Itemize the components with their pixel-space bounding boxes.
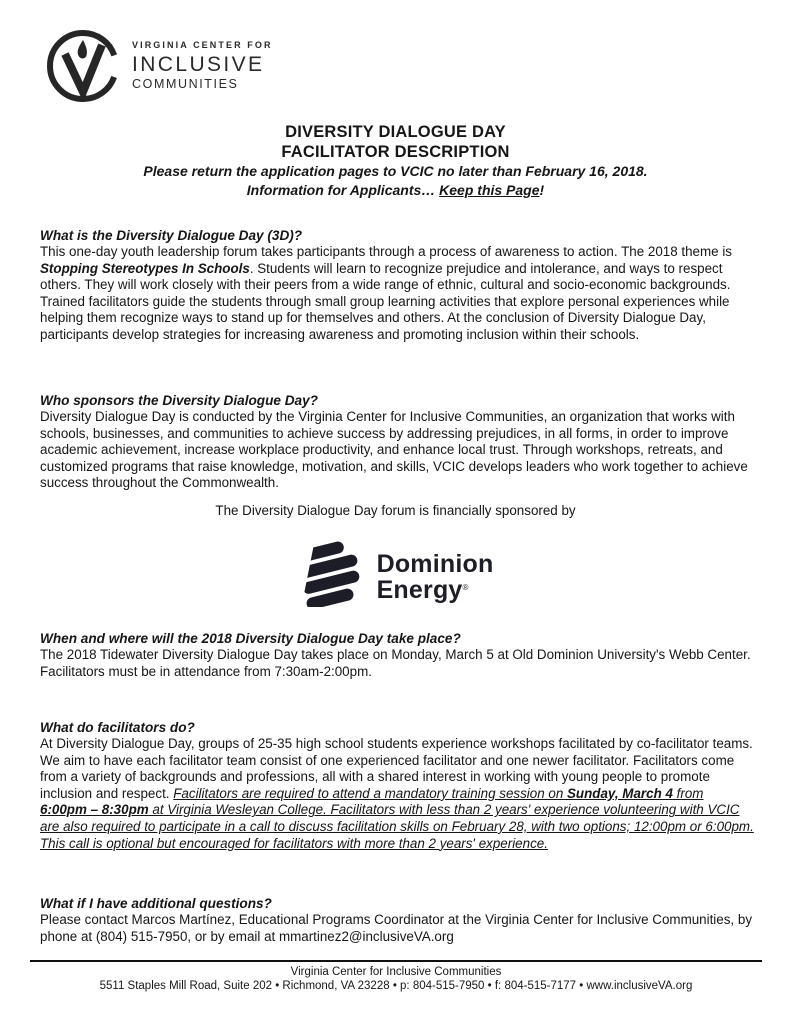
section-who-sponsors <box>40 392 754 492</box>
dominion-word: Dominion <box>376 549 494 578</box>
dominion-energy-wordmark <box>376 549 494 604</box>
vcic-logo-text <box>132 41 273 91</box>
vcic-flame-v-icon <box>45 28 121 104</box>
section-heading: Who sponsors the Diversity Dialogue Day? <box>40 393 318 408</box>
section-body: This one-day youth leadership forum takes participants through a process of awareness to action. The 2018 theme is Stopping Stereotypes In Schools. Students will learn to recognize prejudice and intolerance, and ways to respect others. They will work closely with their peers from a wide range of ethnic, cultural and socio-economic backgrounds. Trained facilitators guide the students through small group learning activities that explore personal experiences while helping them recognize ways to stand up for themselves and others. At the conclusion of Diversity Dialogue Day, participants develop strategies for increasing awareness and promoting inclusion within their schools. <box>40 244 732 342</box>
section-heading: What is the Diversity Dialogue Day (3D)? <box>40 228 303 243</box>
applicant-info-suffix: ! <box>539 182 545 198</box>
section-body: At Diversity Dialogue Day, groups of 25-35 high school students experience workshops facilitated by co-facilitator teams. We aim to have each facilitator team consist of one experienced facilitator and one newer facilitator. Facilitators come from a variety of backgrounds and professions, all with a shared interest in working with young people to promote inclusion and respect. Facilitators are required to attend a mandatory training session on Sunday, March 4 from 6:00pm – 8:30pm at Virginia Wesleyan College. Facilitators with less than 2 years' experience volunteering with VCIC are also required to participate in a call to discuss facilitation skills on February 28, with two options; 12:00pm or 6:00pm. This call is optional but encouraged for facilitators with more than 2 years' experience. <box>40 736 754 851</box>
section-heading: What if I have additional questions? <box>40 896 272 911</box>
document-title-line1: DIVERSITY DIALOGUE DAY <box>285 123 506 141</box>
dominion-d-stripes-icon <box>298 541 364 612</box>
keep-this-page-underlined: Keep this Page <box>439 182 540 198</box>
sponsor-logo-row <box>0 537 791 616</box>
footer-org-name: Virginia Center for Inclusive Communities <box>290 966 502 978</box>
vcic-logo <box>45 28 273 104</box>
applicant-info-prefix: Information for Applicants… <box>246 182 440 198</box>
footer-contact-line: 5511 Staples Mill Road, Suite 202 • Richmond, VA 23228 • p: 804-515-7950 • f: 804-515-7177 • www.inclusiveVA.org <box>99 980 693 992</box>
org-name-line3: COMMUNITIES <box>132 77 239 92</box>
section-additional-questions <box>40 895 754 945</box>
section-body: Please contact Marcos Martínez, Educational Programs Coordinator at the Virginia Center for Inclusive Communities, by phone at (804) 515-7950, or by email at mmartinez2@inclusiveVA.org <box>40 912 753 944</box>
page-footer <box>30 960 762 993</box>
applicant-info-note <box>0 181 791 200</box>
section-facilitators <box>40 719 754 852</box>
section-when-where <box>40 630 754 680</box>
org-name-line1: VIRGINIA CENTER FOR <box>132 40 273 51</box>
dominion-energy-logo <box>288 537 504 616</box>
section-heading: When and where will the 2018 Diversity Dialogue Day take place? <box>40 631 461 646</box>
return-deadline-note: Please return the application pages to VCIC no later than February 16, 2018. <box>143 163 648 179</box>
sponsor-intro-line: The Diversity Dialogue Day forum is financially sponsored by <box>215 503 576 518</box>
registered-mark: ® <box>462 582 469 592</box>
energy-word: Energy® <box>376 575 469 604</box>
org-name-line2: INCLUSIVE <box>132 53 265 77</box>
section-what-is-3d <box>40 227 754 344</box>
section-body: Diversity Dialogue Day is conducted by the Virginia Center for Inclusive Communities, an organization that works with schools, businesses, and communities to achieve success by addressing prejudices, in all forms, in order to improve academic achievement, increase workplace productivity, and enhance local trust. Through workshops, retreats, and customized programs that raise knowledge, motivation, and skills, VCIC develops leaders who work together to achieve success throughout the Commonwealth. <box>40 409 748 491</box>
section-heading: What do facilitators do? <box>40 720 195 735</box>
title-block <box>0 122 791 200</box>
section-body: The 2018 Tidewater Diversity Dialogue Day takes place on Monday, March 5 at Old Dominion University's Webb Center. Facilitators must be in attendance from 7:30am-2:00pm. <box>40 647 751 679</box>
document-title-line2: FACILITATOR DESCRIPTION <box>281 143 510 161</box>
